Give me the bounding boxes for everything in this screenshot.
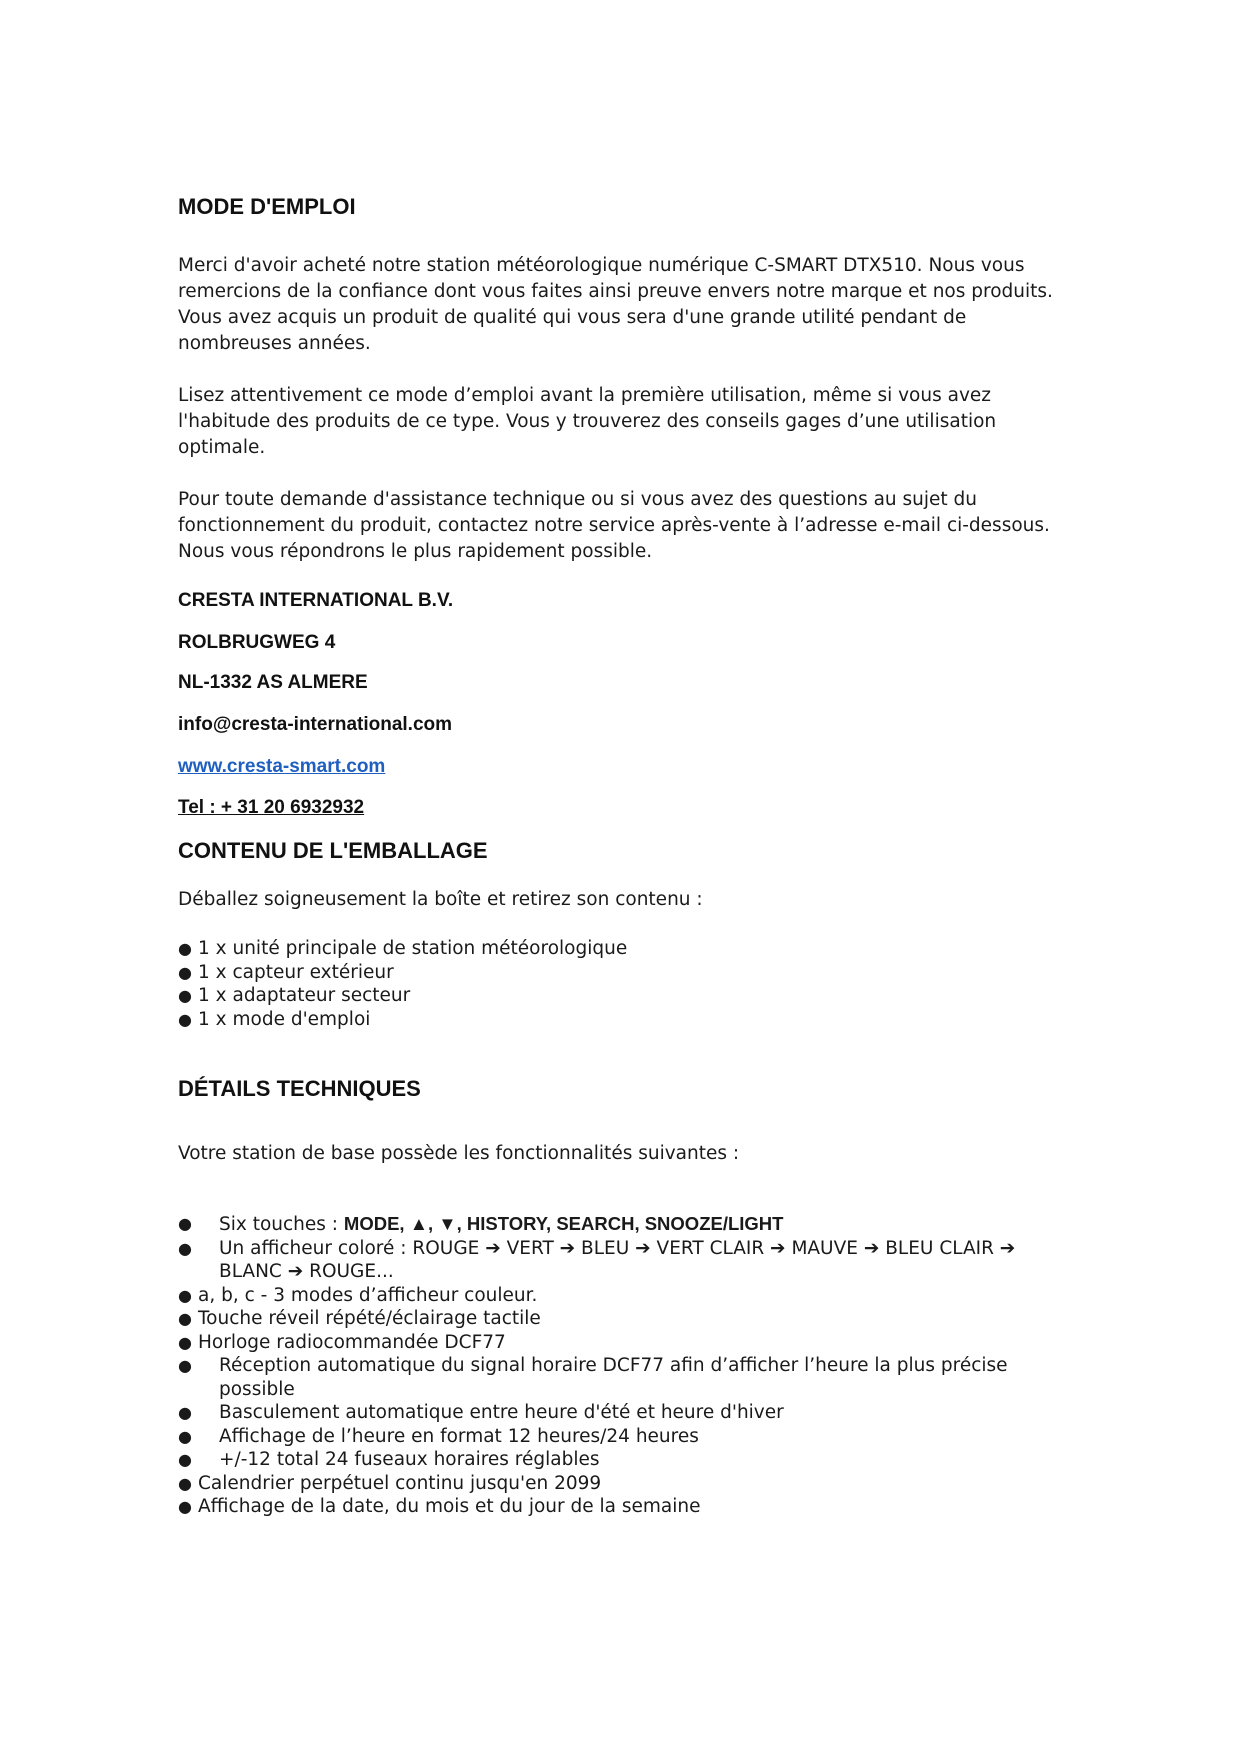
bullet-icon: ● [178,1009,192,1029]
list-item: ● a, b, c - 3 modes d’afficheur couleur. [178,1284,538,1306]
company-email[interactable]: info@cresta-international.com [178,714,453,735]
list-item: ● Touche réveil répété/éclairage tactile [178,1308,541,1329]
list-item: ● Affichage de la date, du mois et du jour de la semaine [178,1496,701,1517]
list-item: ● +/-12 total 24 fuseaux horaires réglables [178,1449,600,1470]
company-street: ROLBRUGWEG 4 [178,632,336,653]
list-item: ● Un afficheur coloré : ROUGE ➔ VERT ➔ BLEU ➔ VERT CLAIR ➔ MAUVE ➔ BLEU CLAIR ➔ BLANC ➔ ROUGE... [178,1237,1016,1282]
list-item: ● Réception automatique du signal horaire DCF77 afin d’afficher l’heure la plus précise possible [178,1355,1008,1400]
list-item: ● 1 x mode d'emploi [178,1008,371,1030]
bullet-icon: ● [178,939,192,958]
intro-paragraph: Merci d'avoir acheté notre station météorologique numérique C-SMART DTX510. Nous vous remercions de la confiance dont vous faites ainsi preuve envers notre marque et nos produits. Vous avez acquis un produit de qualité qui vous sera d'une grande utilité pendant de nombreuses années. [178,255,1053,354]
company-name: CRESTA INTERNATIONAL B.V. [178,590,454,611]
bullet-icon: ● [178,1309,192,1328]
bullet-icon: ● [178,1426,192,1446]
bullet-icon: ● [178,1285,192,1305]
bullet-icon: ● [178,1356,192,1375]
bullet-icon: ● [178,1473,192,1493]
read-instructions-paragraph: Lisez attentivement ce mode d’emploi avant la première utilisation, même si vous avez l'habitude des produits de ce type. Vous y trouverez des conseils gages d’une utilisation optimale. [178,385,997,458]
section-title-mode-emploi: MODE D'EMPLOI [178,194,356,219]
bullet-icon: ● [178,1403,192,1422]
features-list [178,1212,1079,1519]
list-item: ● 1 x adaptateur secteur [178,985,411,1006]
list-item: ● Calendrier perpétuel continu jusqu'en 2099 [178,1472,602,1494]
list-item: ● Horloge radiocommandée DCF77 [178,1331,506,1353]
button-keys: MODE, ▲, ▼, HISTORY, SEARCH, SNOOZE/LIGHT [343,1213,784,1234]
list-item: ● 1 x capteur extérieur [178,961,394,983]
details-intro: Votre station de base possède les fonctionnalités suivantes : [178,1143,740,1164]
company-website-link[interactable]: www.cresta-smart.com [178,756,386,777]
section-title-contenu: CONTENU DE L'EMBALLAGE [178,838,488,863]
list-item: ● Basculement automatique entre heure d'été et heure d'hiver [178,1402,784,1423]
package-contents-list [178,937,627,1031]
list-item: ● 1 x unité principale de station météorologique [178,938,628,959]
list-item: ● Affichage de l’heure en format 12 heures/24 heures [178,1425,699,1447]
bullet-icon: ● [178,962,192,982]
bullet-icon: ● [178,986,192,1005]
bullet-icon: ● [178,1214,192,1233]
bullet-icon: ● [178,1238,192,1258]
contenu-intro: Déballez soigneusement la boîte et retirez son contenu : [178,889,703,910]
section-title-details: DÉTAILS TECHNIQUES [178,1076,421,1101]
bullet-icon: ● [178,1450,192,1469]
bullet-icon: ● [178,1332,192,1352]
list-item: ● Six touches : MODE, ▲, ▼, HISTORY, SEARCH, SNOOZE/LIGHT [178,1213,784,1235]
company-phone: Tel : + 31 20 6932932 [178,797,365,818]
bullet-icon: ● [178,1497,192,1516]
support-paragraph: Pour toute demande d'assistance technique ou si vous avez des questions au sujet du fonctionnement du produit, contactez notre service après-vente à l’adresse e-mail ci-dessous. Nous vous répondrons le plus rapidement possible. [178,489,1050,562]
company-city: NL-1332 AS ALMERE [178,672,368,693]
